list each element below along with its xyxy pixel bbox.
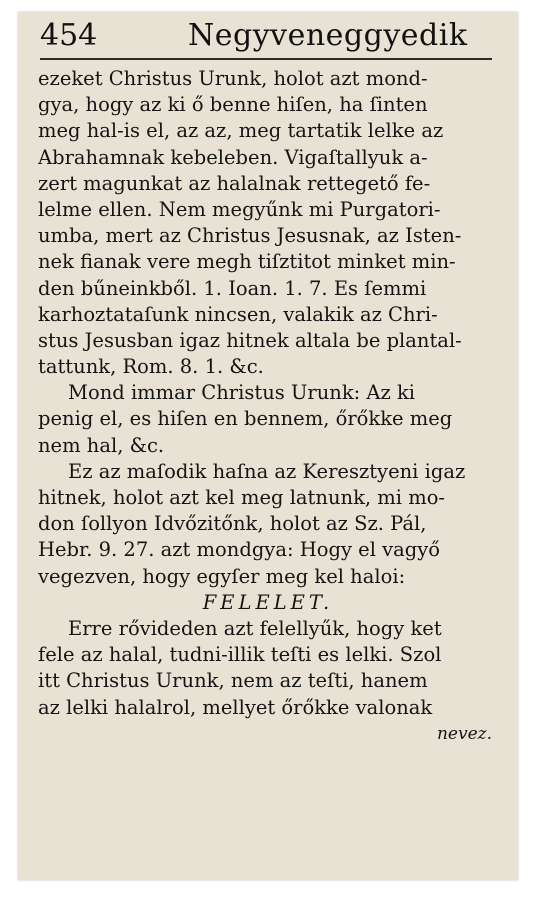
text-line: Erre rővideden azt felellyűk, hogy ket — [68, 616, 442, 640]
text-line: Hebr. 9. 27. azt mondgya: Hogy el vagyő — [38, 538, 441, 562]
page-header — [40, 16, 494, 58]
text-line: hitnek, holot azt kel meg latnunk, mi mo- — [38, 486, 446, 509]
text-line: fele az halal, tudni-illik teſti es lelki. Szol — [38, 643, 442, 667]
text-line: tattunk, Rom. 8. 1. &c. — [38, 355, 264, 379]
text-line: nem hal, &c. — [38, 433, 165, 457]
section-heading: FELELET. — [202, 590, 334, 614]
text-line: nek fianak vere megh tiſztitot minket min- — [38, 250, 456, 274]
text-line: Ez az maſodik haſna az Keresztyeni igaz — [68, 459, 466, 483]
text-line: den bűneinkből. 1. Ioan. 1. 7. Es ſemmi — [38, 276, 427, 300]
running-head: Negyveneggyedik — [188, 18, 468, 53]
text-line: ezeket Christus Urunk, holot azt mond- — [38, 67, 428, 90]
book-page — [18, 12, 518, 880]
text-line: zert magunkat az halalnak rettegető fe- — [38, 171, 431, 195]
text-line: vegezven, hogy egyſer meg kel haloi: — [38, 564, 406, 588]
text-line: gya, hogy az ki ő benne hiſen, ha ſinten — [38, 93, 428, 117]
text-line: meg hal-is el, az az, meg tartatik lelke az — [38, 119, 444, 143]
text-line: karhoztataſunk nincsen, valakik az Chri- — [38, 302, 438, 326]
catchword: nevez. — [436, 723, 492, 744]
text-line: stus Jesusban igaz hitnek altala be plantal- — [38, 328, 462, 352]
text-line: don ſollyon Idvőzitőnk, holot az Sz. Pál, — [38, 512, 427, 536]
text-line: Abrahamnak kebeleben. Vigaſtallyuk a- — [38, 145, 428, 169]
header-rule — [40, 58, 492, 60]
text-line: lelme ellen. Nem megyűnk mi Purgatori- — [38, 197, 441, 221]
text-line: az lelki halalrol, mellyet őrőkke valonak — [38, 695, 433, 719]
body-text — [38, 66, 498, 747]
text-line: itt Christus Urunk, nem az teſti, hanem — [38, 669, 428, 693]
text-line: Mond immar Christus Urunk: Az ki — [68, 381, 416, 405]
text-line: umba, mert az Christus Jesusnak, az Isten- — [38, 224, 462, 248]
page-number: 454 — [40, 18, 98, 53]
text-line: penig el, es hiſen en bennem, őrőkke meg — [38, 407, 453, 431]
